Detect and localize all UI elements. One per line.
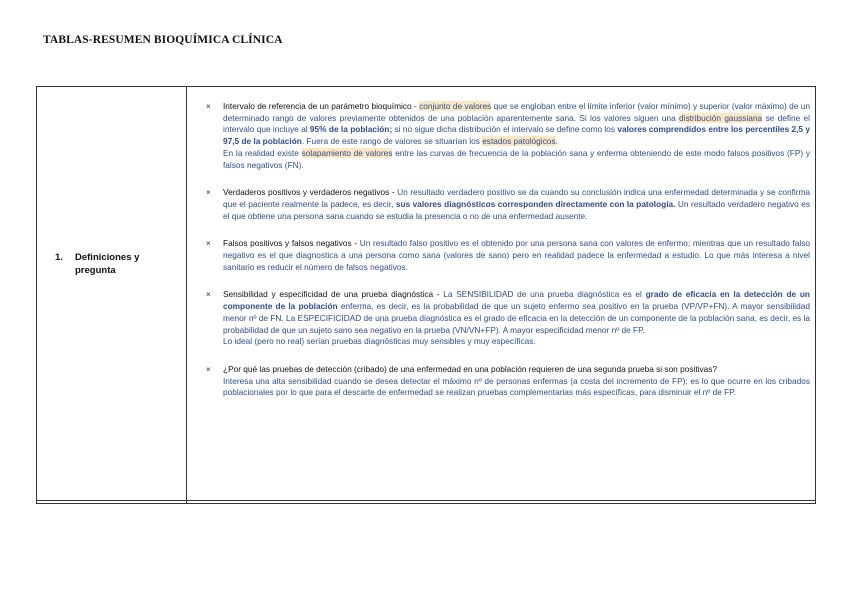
list-item xyxy=(202,289,810,348)
text-run: se define el intervalo que incluye al xyxy=(223,112,810,135)
text-run: Verdaderos positivos y verdaderos negativos - xyxy=(223,187,398,198)
item-paragraph xyxy=(223,336,810,348)
text-run: grado de eficacia en la detección de un componente de la población xyxy=(223,289,810,312)
item-paragraph xyxy=(223,238,810,273)
text-run: Falsos positivos y falsos negativos - xyxy=(223,238,360,249)
text-run: si no sigue dicha distribución el intervalo se define como los xyxy=(392,124,618,135)
text-run: Lo ideal (pero no real) serían pruebas diagnósticas muy sensibles y muy específicas. xyxy=(223,336,536,347)
text-run: enferma, es decir, es la probabilidad de que un sujeto enfermo sea positivo en la prueba (VP/VP+FN). A mayor sensibilidad menor nº de FN. La ESPECIFICIDAD de una prueba diagnóstica es el grado de eficacia en la detección de un componente de la población sana, es decir, es la probabilidad de que un sujeto sano sea negativo en la prueba (VN/VN+FP). A mayor especificidad menor nº de FP. xyxy=(223,301,810,335)
text-run: En la realidad existe xyxy=(223,147,302,158)
text-run: estados patológicos xyxy=(482,136,556,147)
item-paragraph xyxy=(223,376,810,399)
text-run: Sensibilidad y especificidad de una prueba diagnóstica - xyxy=(223,289,444,300)
text-run: . Fuera de este rango de valores se situarían los xyxy=(301,136,483,147)
text-run: entre las curvas de frecuencia de la población sana y enferma obteniendo de este modo falsos positivos (FP) y falsos negativos (FN). xyxy=(223,147,810,170)
bullet-x-icon: × xyxy=(206,290,211,300)
text-run: Un resultado verdadero positivo se da cuando su conclusión indica una enfermedad determinada y se confirma que el paciente realmente la padece, es decir, xyxy=(223,187,811,209)
list-item xyxy=(202,364,810,399)
text-run: Un resultado falso positivo es el obtenido por una persona sana con valores de enfermo; mientras que un resultado falso negativo es el que diagnostica a una persona como sana (valores de sano) pero en realidad padece la enfermedad a estudio. Lo que más interesa a nivel sanitario es reducir el número de falsos negativos. xyxy=(223,238,810,272)
row-label: Definiciones y pregunta xyxy=(75,252,140,276)
text-run: solapamiento de valores xyxy=(301,147,393,158)
text-run: valores comprendidos entre los percentiles 2,5 y 97,5 de la población xyxy=(223,124,810,147)
text-run: sus valores diagnósticos corresponden directamente con la patología. xyxy=(395,198,676,209)
bullet-x-icon: × xyxy=(206,364,211,374)
text-run: Intervalo de referencia de un parámetro bioquímico - xyxy=(223,101,420,111)
summary-table xyxy=(36,86,816,504)
text-run: . xyxy=(555,136,558,147)
bullet-x-icon: × xyxy=(206,188,211,198)
column-divider xyxy=(186,87,187,503)
list-item xyxy=(202,101,810,171)
item-paragraph xyxy=(223,101,810,148)
text-run: que se engloban entre el límite inferior (valor mínimo) y superior (valor máximo) de un determinado rango de valores previamente obtenidos de una población aparentemente sana. Si los valores siguen una xyxy=(223,101,810,123)
bullet-x-icon: × xyxy=(206,102,211,111)
row-content xyxy=(202,101,810,415)
list-item xyxy=(202,238,810,273)
text-run: Interesa una alta sensibilidad cuando se desea detectar el máximo nº de personas enfermas (a costa del incremento de FP); es lo que ocurre en los cribados poblacionales por lo que para el descarte de enfermedad se realizan pruebas complementarias más específicas, para disminuir el nº de FP. xyxy=(223,375,810,398)
bullet-x-icon: × xyxy=(206,239,211,249)
item-paragraph xyxy=(223,364,810,376)
text-run: 95% de la población; xyxy=(309,124,393,135)
table-bottom-rule xyxy=(37,500,815,501)
item-paragraph xyxy=(223,148,810,171)
list-item xyxy=(202,187,810,222)
row-number: 1. xyxy=(55,252,63,263)
item-paragraph xyxy=(223,289,810,336)
item-paragraph xyxy=(223,187,810,222)
text-run: ¿Por qué las pruebas de detección (cribado) de una enfermedad en una población requieren de una segunda prueba si son positivas? xyxy=(223,363,718,374)
document-title: TABLAS-RESUMEN BIOQUÍMICA CLÍNICA xyxy=(43,34,283,46)
text-run: Un resultado verdadero negativo es el que obtiene una persona sana cuando se estudia la presencia o no de una enfermedad ausente. xyxy=(223,198,810,221)
text-run: distribución gaussiana xyxy=(679,112,763,123)
text-run: La SENSIBILIDAD de una prueba diagnóstica es el xyxy=(443,289,646,300)
text-run: conjunto de valores xyxy=(419,101,492,111)
